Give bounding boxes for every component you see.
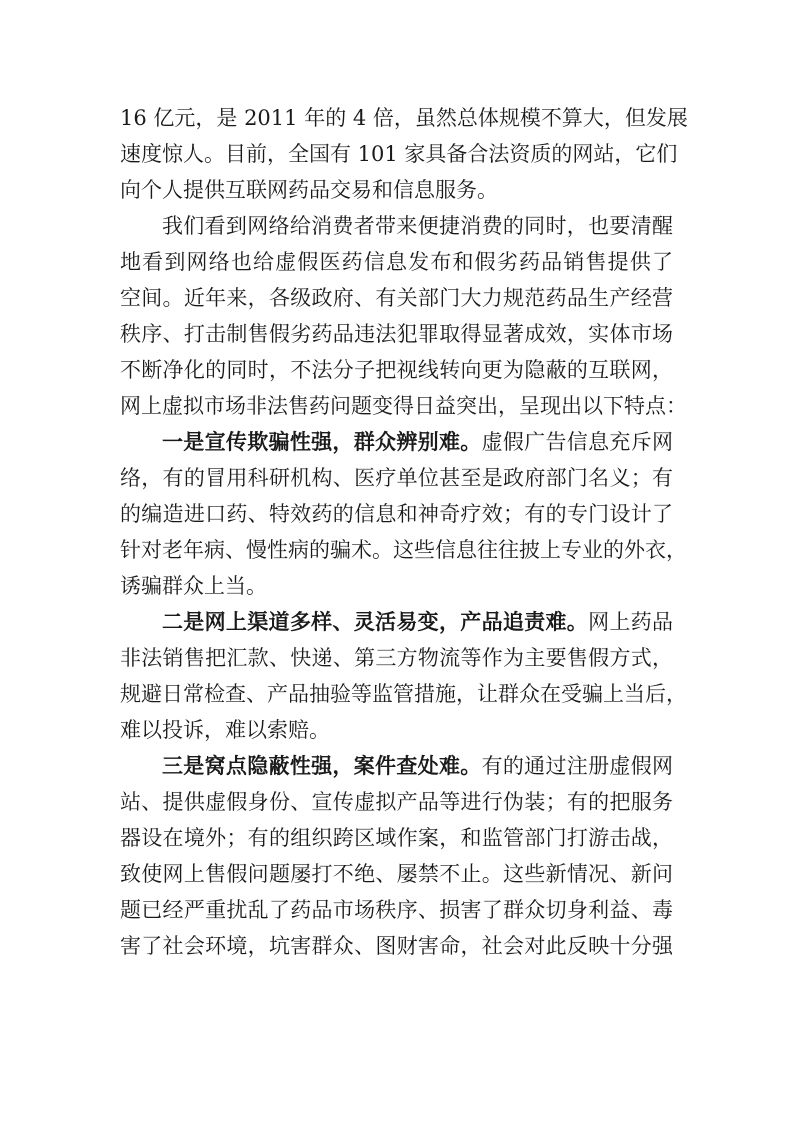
text-line: 向个人提供互联网药品交易和信息服务。 (120, 178, 498, 202)
text-line: 非法销售把汇款、快递、第三方物流等作为主要售假方式， (120, 646, 673, 670)
text-line: 地看到网络也给虚假医药信息发布和假劣药品销售提供了 (120, 250, 673, 274)
text-line: 网上虚拟市场非法售药问题变得日益突出，呈现出以下特点： (120, 394, 687, 418)
paragraph-lead: 二是网上渠道多样、灵活易变，产品追责难。 (162, 610, 589, 634)
text-line: 致使网上售假问题屡打不绝、屡禁不止。这些新情况、新问 (120, 862, 673, 886)
text-line: 难以投诉，难以索赔。 (120, 718, 330, 742)
text-line: 的编造进口药、特效药的信息和神奇疗效；有的专门设计了 (120, 502, 673, 526)
paragraph (120, 604, 687, 748)
text-line: 题已经严重扰乱了药品市场秩序、损害了群众切身利益、毒 (120, 898, 673, 922)
text-line: 诱骗群众上当。 (120, 574, 267, 598)
text-line: 空间。近年来，各级政府、有关部门大力规范药品生产经营 (120, 286, 673, 310)
text-line: 针对老年病、慢性病的骗术。这些信息往往披上专业的外衣， (120, 538, 687, 562)
text-line: 速度惊人。目前，全国有 101 家具备合法资质的网站，它们 (120, 142, 678, 166)
paragraph-lead: 三是窝点隐蔽性强，案件查处难。 (162, 754, 482, 778)
text-line: 秩序、打击制售假劣药品违法犯罪取得显著成效，实体市场 (120, 322, 673, 346)
text-run: 有的通过注册虚假网 (481, 754, 674, 778)
paragraph (120, 208, 687, 424)
text-line: 我们看到网络给消费者带来便捷消费的同时，也要清醒 (162, 214, 673, 238)
text-line: 器设在境外；有的组织跨区域作案，和监管部门打游击战， (120, 826, 673, 850)
text-run: 网上药品 (588, 610, 674, 634)
text-run: 虚假广告信息充斥网 (481, 430, 674, 454)
text-line (120, 604, 673, 640)
text-line: 16 亿元，是 2011 年的 4 倍，虽然总体规模不算大，但发展 (120, 106, 688, 130)
document-body (120, 100, 688, 964)
paragraph (120, 424, 687, 604)
text-line: 不断净化的同时，不法分子把视线转向更为隐蔽的互联网， (120, 358, 673, 382)
text-line: 络，有的冒用科研机构、医疗单位甚至是政府部门名义；有 (120, 466, 673, 490)
paragraph (120, 100, 688, 208)
paragraph-lead: 一是宣传欺骗性强，群众辨别难。 (162, 430, 482, 454)
text-line (120, 748, 673, 784)
paragraph (120, 748, 673, 964)
text-line: 站、提供虚假身份、宣传虚拟产品等进行伪装；有的把服务 (120, 790, 673, 814)
text-line: 规避日常检查、产品抽验等监管措施，让群众在受骗上当后， (120, 682, 687, 706)
text-line: 害了社会环境，坑害群众、图财害命，社会对此反映十分强 (120, 934, 673, 958)
text-line (120, 424, 673, 460)
